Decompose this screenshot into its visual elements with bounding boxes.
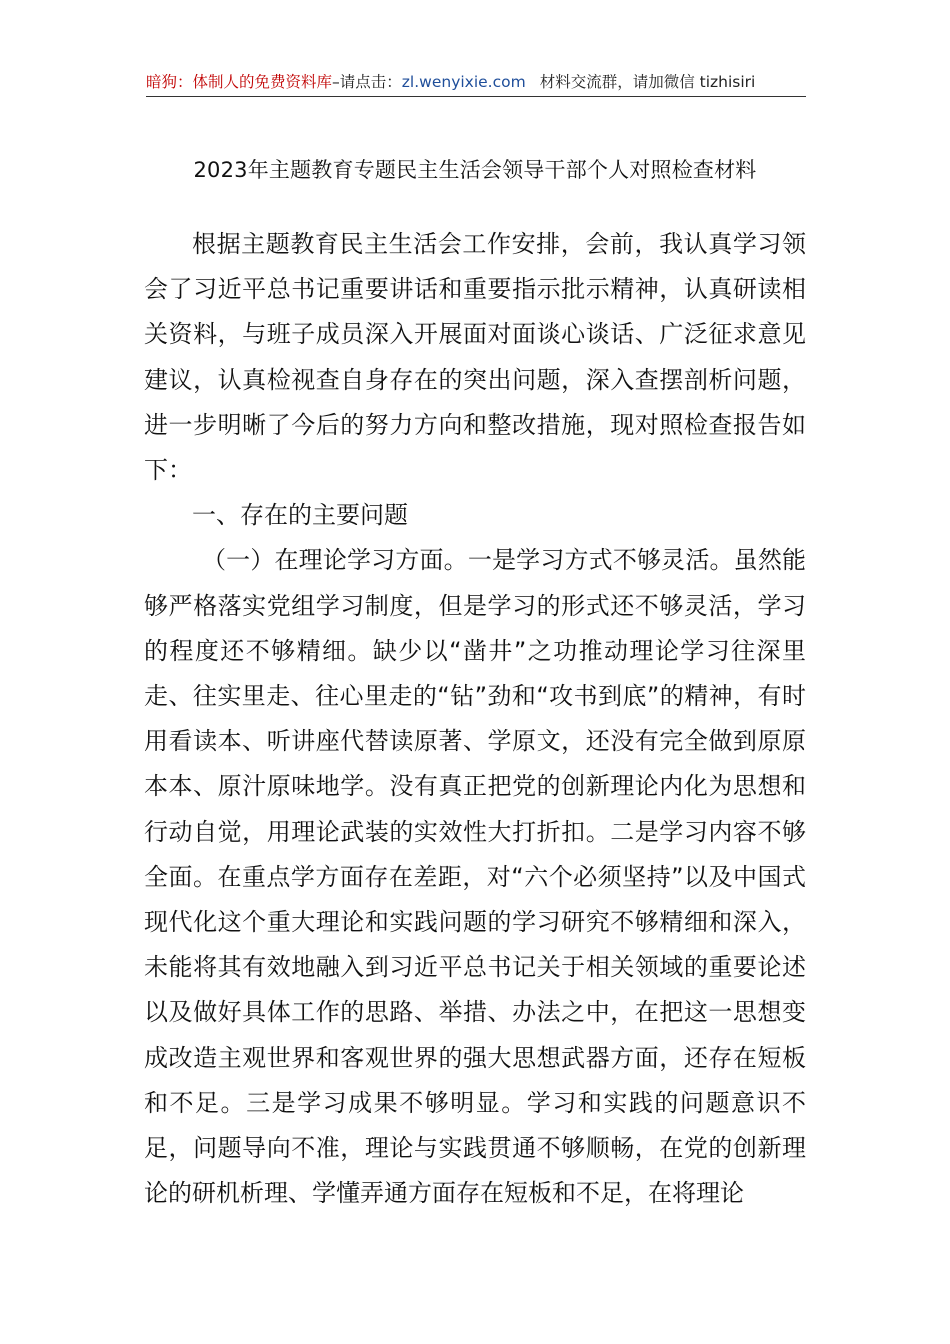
intro-paragraph: 根据主题教育民主生活会工作安排，会前，我认真学习领会了习近平总书记重要讲话和重要指示批示精神，认真研读相关资料，与班子成员深入开展面对面谈心谈话、广泛征求意见建议，认真检视查自身存在的突出问题，深入查摆剖析问题，进一步明晰了今后的努力方向和整改措施，现对照检查报告如下： xyxy=(144,230,806,485)
section-paragraph: （一）在理论学习方面。一是学习方式不够灵活。虽然能够严格落实党组学习制度，但是学习的形式还不够灵活，学习的程度还不够精细。缺少以“凿井”之功推动理论学习往深里走、往实里走、往心里走的“钻”劲和“攻书到底”的精神，有时用看读本、听讲座代替读原著、学原文，还没有完全做到原原本本、原汁原味地学。没有真正把党的创新理论内化为思想和行动自觉，用理论武装的实效性大打折扣。二是学习内容不够全面。在重点学方面存在差距，对“六个必须坚持”以及中国式现代化这个重大理论和实践问题的学习研究不够精细和深入，未能将其有效地融入到习近平总书记关于相关领域的重要论述以及做好具体工作的思路、举措、办法之中，在把这一思想变成改造主观世界和客观世界的强大思想武器方面，还存在短板和不足。三是学习成果不够明显。学习和实践的问题意识不足，问题导向不准，理论与实践贯通不够顺畅，在党的创新理论的研机析理、学懂弄通方面存在短板和不足，在将理论 xyxy=(144,546,806,1208)
header-prompt: –请点击： xyxy=(332,73,402,91)
document-body xyxy=(144,222,806,1216)
page-header xyxy=(146,68,806,97)
document-title: 2023年主题教育专题民主生活会领导干部个人对照检查材料 xyxy=(193,158,757,182)
header-brand: 暗狗：体制人的免费资料库 xyxy=(146,73,333,91)
section-heading: 一、存在的主要问题 xyxy=(192,501,408,530)
header-contact: 材料交流群，请加微信 tizhisiri xyxy=(539,73,756,91)
header-url-link[interactable]: zl.wenyixie.com xyxy=(401,73,526,91)
